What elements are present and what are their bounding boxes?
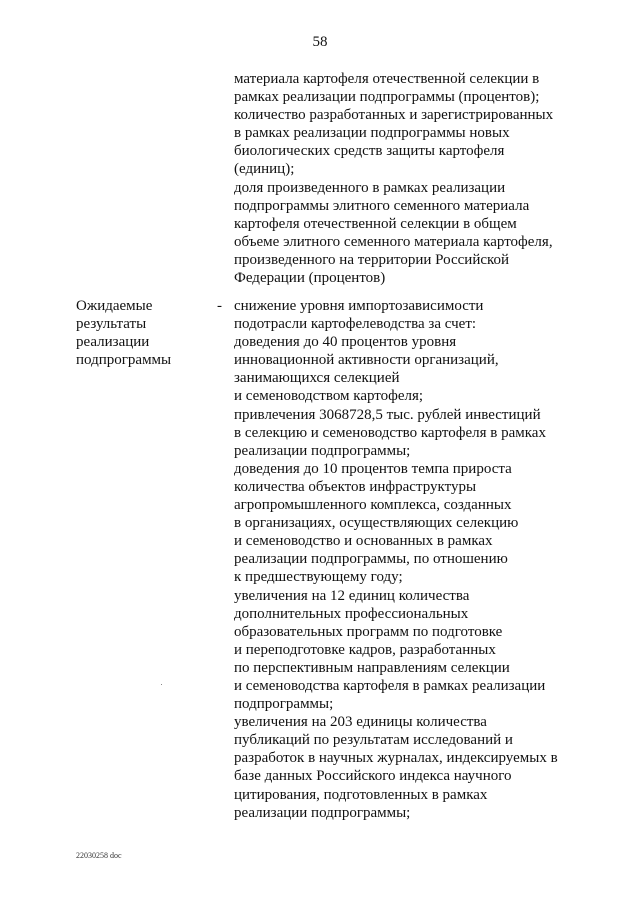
text-line: объеме элитного семенного материала картофеля, <box>234 233 553 250</box>
text-line: увеличения на 203 единицы количества <box>234 714 487 731</box>
text-line: образовательных программ по подготовке <box>234 623 503 640</box>
text-line: в организациях, осуществляющих селекцию <box>234 515 519 532</box>
text-line: доведения до 10 процентов темпа прироста <box>234 460 512 477</box>
text-line: цитирования, подготовленных в рамках <box>234 786 488 803</box>
text-line: количество разработанных и зарегистрированных <box>234 107 554 124</box>
text-line: снижение уровня импортозависимости <box>234 298 484 314</box>
label-separator: - <box>217 298 222 314</box>
text-line: биологических средств защиты картофеля <box>234 143 505 160</box>
footer-document-code: 22030258 doc <box>76 851 122 860</box>
section-label <box>76 297 206 369</box>
text-line: и переподготовке кадров, разработанных <box>234 641 496 658</box>
text-line: в рамках реализации подпрограммы новых <box>234 125 510 142</box>
text-line: произведенного на территории Российской <box>234 251 510 268</box>
section-label-line: подпрограммы <box>76 352 172 369</box>
scan-speck <box>161 684 162 685</box>
text-line: увеличения на 12 единиц количества <box>234 587 470 604</box>
text-line: картофеля отечественной селекции в общем <box>234 215 517 232</box>
text-line: и семеноводством картофеля; <box>234 388 424 405</box>
text-line: инновационной активности организаций, <box>234 352 499 369</box>
text-line: в селекцию и семеноводство картофеля в рамках <box>234 424 546 441</box>
text-line: занимающихся селекцией <box>234 370 400 387</box>
section-content <box>234 297 574 822</box>
text-line: подотрасли картофелеводства за счет: <box>234 316 477 333</box>
text-line: Федерации (процентов) <box>234 270 386 287</box>
text-line: публикаций по результатам исследований и <box>234 732 513 749</box>
text-line: количества объектов инфраструктуры <box>234 478 477 495</box>
continuation-text <box>234 70 574 287</box>
text-line: привлечения 3068728,5 тыс. рублей инвестиций <box>234 406 541 423</box>
page-number: 58 <box>312 34 328 50</box>
text-line: доля произведенного в рамках реализации <box>234 179 506 196</box>
text-line: базе данных Российского индекса научного <box>234 768 512 785</box>
text-line: реализации подпрограммы; <box>234 442 411 459</box>
text-line: агропромышленного комплекса, созданных <box>234 497 512 514</box>
section-label-line: реализации <box>76 334 150 351</box>
text-line: и семеноводство и основанных в рамках <box>234 533 493 550</box>
text-line: рамках реализации подпрограммы (процентов); <box>234 89 540 106</box>
text-line: и семеноводства картофеля в рамках реализации <box>234 677 546 694</box>
text-line: по перспективным направлениям селекции <box>234 659 510 676</box>
text-line: к предшествующему году; <box>234 569 403 586</box>
text-line: подпрограммы; <box>234 696 334 713</box>
text-line: материала картофеля отечественной селекции в <box>234 71 540 87</box>
section-label-line: Ожидаемые <box>76 298 153 314</box>
text-line: подпрограммы элитного семенного материала <box>234 197 530 214</box>
text-line: реализации подпрограммы; <box>234 804 411 821</box>
section-label-line: результаты <box>76 316 147 333</box>
text-line: дополнительных профессиональных <box>234 605 469 622</box>
text-line: реализации подпрограммы, по отношению <box>234 551 508 568</box>
text-line: (единиц); <box>234 161 295 178</box>
text-line: разработок в научных журналах, индексируемых в <box>234 750 558 767</box>
text-line: доведения до 40 процентов уровня <box>234 334 457 351</box>
